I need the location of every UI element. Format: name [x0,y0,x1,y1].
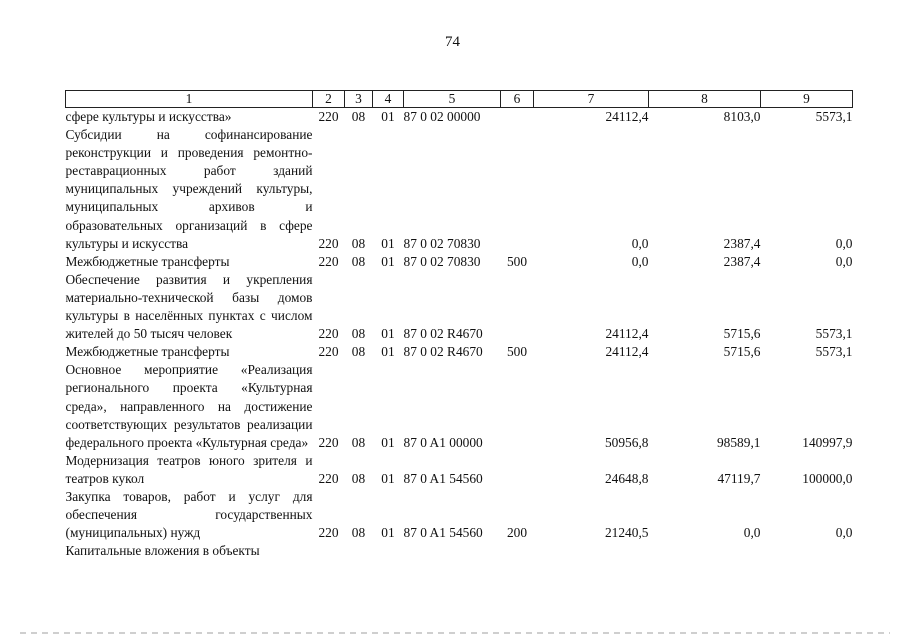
row-col-4: 01 [381,253,395,269]
row-col-2 [313,542,345,560]
row-col-9: 5573,1 [815,344,853,360]
table-row [66,343,853,361]
scan-artifact-line [20,632,890,634]
row-col-7: 50956,8 [604,434,649,450]
row-col-3: 08 [351,253,366,269]
row-col-4: 01 [381,235,395,251]
row-col-2: 220 [318,235,339,251]
row-col-8: 47119,7 [717,470,761,486]
row-name: Субсидии на софинансирование реконструкции и проведения ремонтно-реставрационных работ зданий муниципальных учреждений культуры, муниципальных архивов и образовательных организаций в сфере культуры и искусства [65,127,313,251]
row-col-2: 220 [318,109,339,124]
table-row [66,126,853,253]
table-row [66,542,853,560]
row-col-8 [649,542,761,560]
row-col-8: 5715,6 [723,326,761,342]
row-col-7 [534,542,649,560]
row-col-4: 01 [381,434,395,450]
row-name: Межбюджетные трансферты [65,344,230,360]
row-col-9: 5573,1 [815,109,853,124]
row-col-7: 0,0 [631,253,649,269]
row-name: сфере культуры и искусства» [65,109,232,124]
row-name: Обеспечение развития и укрепления материально-технической базы домов культуры в населённых пунктах с числом жителей до 50 тысяч человек [65,271,313,342]
row-col-3: 08 [351,235,366,251]
row-name: Межбюджетные трансферты [65,253,230,269]
header-col-1: 1 [66,91,313,108]
header-col-5: 5 [404,91,501,108]
row-col-7: 24112,4 [605,344,649,360]
row-col-7: 21240,5 [604,525,649,541]
row-col-3 [345,542,373,560]
row-col-5: 87 0 02 70830 [403,235,481,251]
row-name: Модернизация театров юного зрителя и театров кукол [65,452,313,486]
header-col-4: 4 [373,91,404,108]
row-name: Основное мероприятие «Реализация регионального проекта «Культурная среда», направленного на достижение соответствующих результатов реализации федерального проекта «Культурная среда» [65,362,313,450]
row-col-3: 08 [351,109,366,124]
row-col-9: 100000,0 [802,470,853,486]
table-row [66,361,853,451]
row-name: Закупка товаров, работ и услуг для обеспечения государственных (муниципальных) нужд [65,488,313,541]
row-col-5: 87 0 02 R4670 [403,344,483,360]
row-col-2: 220 [318,253,339,269]
row-col-4 [373,542,404,560]
row-col-6 [501,126,534,253]
row-col-5: 87 0 02 00000 [403,109,481,124]
row-col-7: 24112,4 [605,109,649,124]
row-col-6 [501,108,534,127]
row-col-6 [501,361,534,451]
row-col-4: 01 [381,525,395,541]
row-col-6: 500 [506,344,528,360]
row-col-2: 220 [318,470,339,486]
row-col-5: 87 0 02 R4670 [403,326,483,342]
row-name: Капитальные вложения в объекты [65,543,260,559]
row-col-8: 5715,6 [723,344,761,360]
row-col-8: 0,0 [743,525,761,541]
row-col-9 [761,542,853,560]
row-col-4: 01 [381,344,395,360]
row-col-8: 98589,1 [716,434,761,450]
row-col-7: 24112,4 [605,326,649,342]
row-col-3: 08 [351,344,366,360]
row-col-5: 87 0 A1 00000 [403,434,483,450]
row-col-7: 24648,8 [604,470,649,486]
table-row [66,452,853,488]
row-col-3: 08 [351,434,366,450]
row-col-9: 140997,9 [802,434,853,450]
row-col-2: 220 [318,434,339,450]
row-col-8: 8103,0 [723,109,761,124]
header-col-6: 6 [501,91,534,108]
row-col-6: 500 [506,253,528,269]
row-col-5 [404,542,501,560]
page-number: 74 [445,34,460,50]
row-col-9: 0,0 [835,235,853,251]
row-col-6 [501,542,534,560]
row-col-8: 2387,4 [723,235,761,251]
row-col-2: 220 [318,344,339,360]
row-col-9: 0,0 [835,253,853,269]
header-col-2: 2 [313,91,345,108]
row-col-6 [501,271,534,343]
row-col-2: 220 [318,525,339,541]
row-col-2: 220 [318,326,339,342]
row-col-7: 0,0 [631,235,649,251]
row-col-8: 2387,4 [723,253,761,269]
budget-table [65,90,853,560]
row-col-3: 08 [351,470,366,486]
header-row [66,91,853,108]
header-col-3: 3 [345,91,373,108]
row-col-9: 0,0 [835,525,853,541]
row-col-6 [501,452,534,488]
row-col-5: 87 0 A1 54560 [403,470,483,486]
table-row [66,271,853,343]
row-col-4: 01 [381,470,395,486]
row-col-3: 08 [351,326,366,342]
header-col-7: 7 [534,91,649,108]
header-col-8: 8 [649,91,761,108]
table-row [66,488,853,542]
header-col-9: 9 [761,91,853,108]
table-row [66,108,853,127]
row-col-9: 5573,1 [815,326,853,342]
row-col-6: 200 [506,525,528,541]
row-col-5: 87 0 02 70830 [403,253,481,269]
row-col-3: 08 [351,525,366,541]
row-col-5: 87 0 A1 54560 [403,525,483,541]
row-col-4: 01 [381,109,395,124]
table-row [66,253,853,271]
row-col-4: 01 [381,326,395,342]
